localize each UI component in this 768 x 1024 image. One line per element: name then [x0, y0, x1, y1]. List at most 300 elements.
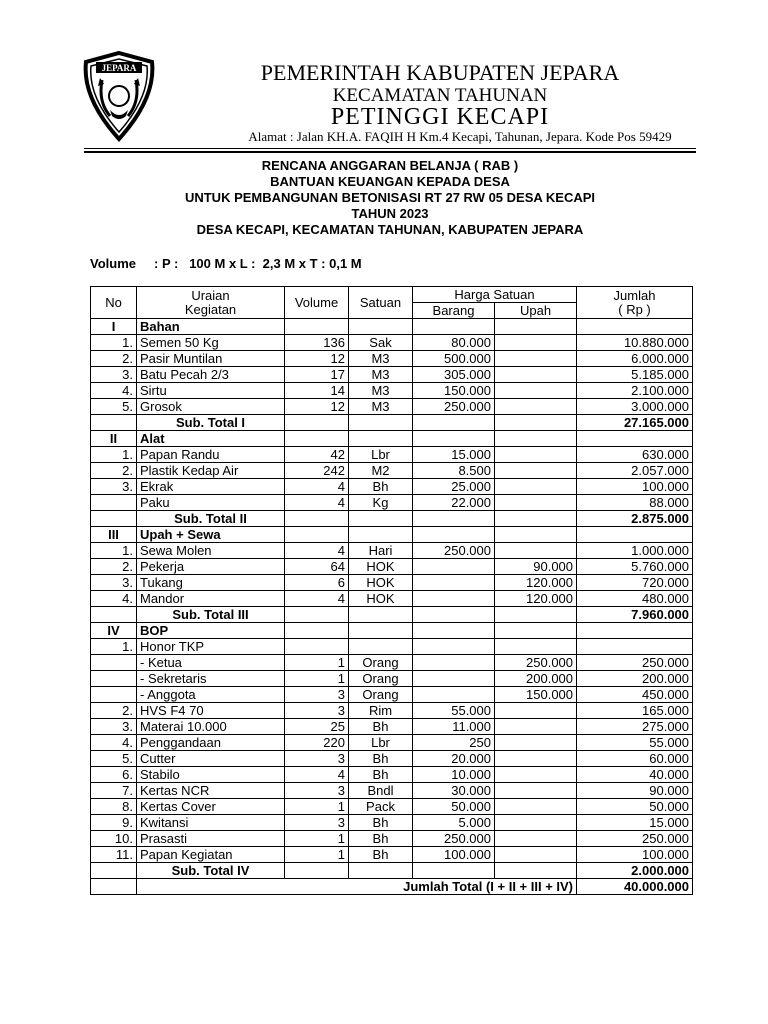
row-price-goods [413, 591, 495, 607]
row-amount: 630.000 [577, 447, 693, 463]
row-description: Penggandaan [137, 735, 285, 751]
row-amount: 10.880.000 [577, 335, 693, 351]
subtotal-row [91, 415, 693, 431]
row-description: Prasasti [137, 831, 285, 847]
row-unit: Bh [349, 751, 413, 767]
row-number: 1. [91, 639, 137, 655]
table-row [91, 543, 693, 559]
row-price-goods: 25.000 [413, 479, 495, 495]
row-number: 3. [91, 367, 137, 383]
row-description: - Anggota [137, 687, 285, 703]
row-price-wage [495, 543, 577, 559]
empty-cell [413, 607, 495, 623]
table-row [91, 831, 693, 847]
row-price-goods: 15.000 [413, 447, 495, 463]
row-number [91, 655, 137, 671]
row-unit: M2 [349, 463, 413, 479]
subtotal-label: Sub. Total II [137, 511, 285, 527]
row-price-goods: 250 [413, 735, 495, 751]
jepara-regency-emblem-icon [80, 50, 158, 142]
row-price-goods [413, 559, 495, 575]
row-price-wage: 250.000 [495, 655, 577, 671]
row-volume: 4 [285, 495, 349, 511]
row-volume: 3 [285, 815, 349, 831]
row-amount: 450.000 [577, 687, 693, 703]
row-amount: 100.000 [577, 847, 693, 863]
table-row [91, 479, 693, 495]
empty-cell [577, 527, 693, 543]
row-price-goods: 305.000 [413, 367, 495, 383]
row-unit [349, 639, 413, 655]
empty-cell [495, 863, 577, 879]
row-price-goods: 30.000 [413, 783, 495, 799]
empty-cell [495, 415, 577, 431]
empty-cell [285, 431, 349, 447]
empty-cell [91, 879, 137, 895]
table-row [91, 783, 693, 799]
empty-cell [349, 431, 413, 447]
row-price-wage [495, 831, 577, 847]
empty-cell [413, 415, 495, 431]
table-row [91, 815, 693, 831]
subtotal-label: Sub. Total I [137, 415, 285, 431]
section-number: II [91, 431, 137, 447]
row-description: Tukang [137, 575, 285, 591]
row-unit: Bh [349, 831, 413, 847]
row-description: Cutter [137, 751, 285, 767]
row-description: Grosok [137, 399, 285, 415]
row-unit: Lbr [349, 735, 413, 751]
document-titles [84, 158, 696, 238]
empty-cell [349, 415, 413, 431]
row-volume: 3 [285, 783, 349, 799]
row-description: Mandor [137, 591, 285, 607]
row-amount: 55.000 [577, 735, 693, 751]
row-volume: 12 [285, 399, 349, 415]
empty-cell [349, 319, 413, 335]
row-number: 11. [91, 847, 137, 863]
row-number: 5. [91, 399, 137, 415]
row-unit: Kg [349, 495, 413, 511]
row-price-wage [495, 751, 577, 767]
row-price-wage [495, 383, 577, 399]
subtotal-label: Sub. Total III [137, 607, 285, 623]
row-price-goods: 150.000 [413, 383, 495, 399]
row-description: Pasir Muntilan [137, 351, 285, 367]
row-number: 2. [91, 559, 137, 575]
empty-cell [285, 607, 349, 623]
row-volume [285, 639, 349, 655]
row-price-goods: 250.000 [413, 543, 495, 559]
row-price-wage [495, 367, 577, 383]
row-number: 9. [91, 815, 137, 831]
empty-cell [413, 863, 495, 879]
row-description: Stabilo [137, 767, 285, 783]
row-description: Paku [137, 495, 285, 511]
row-price-goods [413, 671, 495, 687]
row-price-wage [495, 639, 577, 655]
row-description: Pekerja [137, 559, 285, 575]
section-row [91, 527, 693, 543]
table-row [91, 335, 693, 351]
table-body [91, 319, 693, 895]
row-volume: 4 [285, 767, 349, 783]
empty-cell [495, 623, 577, 639]
empty-cell [91, 511, 137, 527]
empty-cell [495, 319, 577, 335]
row-volume: 4 [285, 543, 349, 559]
row-price-goods: 250.000 [413, 831, 495, 847]
empty-cell [577, 319, 693, 335]
empty-cell [413, 527, 495, 543]
section-row [91, 319, 693, 335]
row-number: 1. [91, 447, 137, 463]
row-unit: Bh [349, 847, 413, 863]
office-address: Alamat : Jalan KH.A. FAQIH H Km.4 Kecapi, Tahunan, Jepara. Kode Pos 59429 [248, 129, 672, 144]
row-volume: 1 [285, 799, 349, 815]
row-description: Kertas NCR [137, 783, 285, 799]
empty-cell [349, 623, 413, 639]
row-number: 10. [91, 831, 137, 847]
subtotal-amount: 2.000.000 [577, 863, 693, 879]
row-amount: 50.000 [577, 799, 693, 815]
row-description: - Sekretaris [137, 671, 285, 687]
government-name: PEMERINTAH KABUPATEN JEPARA [260, 60, 620, 85]
section-title: Upah + Sewa [137, 527, 285, 543]
row-number: 4. [91, 383, 137, 399]
subtotal-row [91, 607, 693, 623]
row-unit: M3 [349, 383, 413, 399]
row-amount: 15.000 [577, 815, 693, 831]
row-amount: 40.000 [577, 767, 693, 783]
header-uraian-line1: Uraian [191, 287, 230, 303]
row-unit: Rim [349, 703, 413, 719]
volume-spec: Volume : P : 100 M x L : 2,3 M x T : 0,1 M [90, 256, 362, 271]
subtotal-amount: 7.960.000 [577, 607, 693, 623]
row-unit: Orang [349, 687, 413, 703]
row-unit: Bh [349, 815, 413, 831]
grand-total-label: Jumlah Total (I + II + III + IV) [137, 879, 577, 895]
row-price-wage [495, 783, 577, 799]
section-row [91, 623, 693, 639]
table-row [91, 655, 693, 671]
row-price-goods: 5.000 [413, 815, 495, 831]
row-number: 1. [91, 543, 137, 559]
table-row [91, 351, 693, 367]
row-description: Sirtu [137, 383, 285, 399]
row-volume: 220 [285, 735, 349, 751]
row-number: 4. [91, 591, 137, 607]
empty-cell [349, 863, 413, 879]
section-number: I [91, 319, 137, 335]
table-row [91, 559, 693, 575]
row-price-wage [495, 479, 577, 495]
row-number [91, 495, 137, 511]
row-volume: 1 [285, 831, 349, 847]
row-price-goods [413, 575, 495, 591]
row-description: Papan Kegiatan [137, 847, 285, 863]
empty-cell [495, 431, 577, 447]
row-unit: M3 [349, 399, 413, 415]
row-description: Sewa Molen [137, 543, 285, 559]
row-volume: 4 [285, 591, 349, 607]
row-price-goods: 55.000 [413, 703, 495, 719]
row-amount: 6.000.000 [577, 351, 693, 367]
row-number: 5. [91, 751, 137, 767]
section-title: Alat [137, 431, 285, 447]
row-price-wage: 200.000 [495, 671, 577, 687]
row-number: 4. [91, 735, 137, 751]
row-price-wage: 90.000 [495, 559, 577, 575]
empty-cell [495, 607, 577, 623]
row-amount: 90.000 [577, 783, 693, 799]
row-price-wage [495, 399, 577, 415]
row-price-goods: 250.000 [413, 399, 495, 415]
header-barang: Barang [413, 303, 495, 319]
row-price-goods: 500.000 [413, 351, 495, 367]
empty-cell [495, 527, 577, 543]
row-price-wage [495, 735, 577, 751]
row-description: Papan Randu [137, 447, 285, 463]
empty-cell [413, 623, 495, 639]
row-amount: 250.000 [577, 655, 693, 671]
row-unit: Pack [349, 799, 413, 815]
row-unit: Orang [349, 671, 413, 687]
row-description: Semen 50 Kg [137, 335, 285, 351]
row-number: 3. [91, 575, 137, 591]
table-row [91, 463, 693, 479]
table-row [91, 719, 693, 735]
table-row [91, 799, 693, 815]
table-row [91, 671, 693, 687]
row-amount: 2.057.000 [577, 463, 693, 479]
row-amount: 1.000.000 [577, 543, 693, 559]
grand-total-amount: 40.000.000 [577, 879, 693, 895]
empty-cell [349, 527, 413, 543]
row-number: 1. [91, 335, 137, 351]
district-name: KECAMATAN TAHUNAN [332, 85, 548, 106]
row-price-goods: 8.500 [413, 463, 495, 479]
header-upah: Upah [495, 303, 577, 319]
row-volume: 136 [285, 335, 349, 351]
document-subtitle: BANTUAN KEUANGAN KEPADA DESA [270, 174, 510, 189]
row-unit: Lbr [349, 447, 413, 463]
row-description: Plastik Kedap Air [137, 463, 285, 479]
row-amount: 200.000 [577, 671, 693, 687]
empty-cell [285, 319, 349, 335]
row-volume: 17 [285, 367, 349, 383]
letterhead [0, 0, 768, 150]
empty-cell [285, 415, 349, 431]
row-price-goods [413, 687, 495, 703]
row-number: 2. [91, 463, 137, 479]
empty-cell [91, 863, 137, 879]
row-volume: 6 [285, 575, 349, 591]
subtotal-row [91, 511, 693, 527]
row-price-wage [495, 799, 577, 815]
document-year: TAHUN 2023 [351, 206, 429, 221]
budget-table [90, 286, 693, 895]
row-price-goods: 50.000 [413, 799, 495, 815]
row-volume: 42 [285, 447, 349, 463]
row-price-goods: 10.000 [413, 767, 495, 783]
row-volume: 4 [285, 479, 349, 495]
row-amount: 88.000 [577, 495, 693, 511]
row-price-goods [413, 655, 495, 671]
row-price-goods: 20.000 [413, 751, 495, 767]
row-unit: Bndl [349, 783, 413, 799]
row-description: - Ketua [137, 655, 285, 671]
letterhead-divider [84, 148, 696, 149]
row-price-wage [495, 847, 577, 863]
table-row [91, 703, 693, 719]
row-volume: 1 [285, 671, 349, 687]
row-number: 6. [91, 767, 137, 783]
table-row [91, 687, 693, 703]
row-volume: 12 [285, 351, 349, 367]
row-unit: M3 [349, 367, 413, 383]
letterhead-divider-thick [84, 151, 696, 153]
header-jumlah [577, 287, 693, 319]
section-title: Bahan [137, 319, 285, 335]
village-head-title: PETINGGI KECAPI [330, 104, 550, 130]
row-unit: Sak [349, 335, 413, 351]
section-title: BOP [137, 623, 285, 639]
empty-cell [349, 607, 413, 623]
empty-cell [91, 415, 137, 431]
table-row [91, 575, 693, 591]
row-unit: Orang [349, 655, 413, 671]
header-uraian [137, 287, 285, 319]
row-description: Honor TKP [137, 639, 285, 655]
subtotal-row [91, 863, 693, 879]
header-harga-satuan: Harga Satuan [413, 287, 577, 303]
row-amount: 2.100.000 [577, 383, 693, 399]
row-description: Batu Pecah 2/3 [137, 367, 285, 383]
row-amount: 60.000 [577, 751, 693, 767]
row-price-wage [495, 767, 577, 783]
row-price-wage [495, 495, 577, 511]
empty-cell [495, 511, 577, 527]
row-volume: 25 [285, 719, 349, 735]
table-row [91, 447, 693, 463]
empty-cell [349, 511, 413, 527]
row-volume: 3 [285, 751, 349, 767]
header-uraian-line2: Kegiatan [184, 301, 237, 317]
row-amount: 720.000 [577, 575, 693, 591]
emblem-text: JEPARA [101, 63, 137, 73]
row-price-wage [495, 815, 577, 831]
row-price-wage [495, 719, 577, 735]
row-volume: 3 [285, 703, 349, 719]
header-satuan: Satuan [349, 287, 413, 319]
empty-cell [413, 431, 495, 447]
row-number: 2. [91, 703, 137, 719]
row-description: Kertas Cover [137, 799, 285, 815]
table-header-row [91, 287, 693, 303]
row-description: Ekrak [137, 479, 285, 495]
grand-total-row [91, 879, 693, 895]
row-unit: Hari [349, 543, 413, 559]
table-row [91, 847, 693, 863]
row-amount: 250.000 [577, 831, 693, 847]
table-row [91, 495, 693, 511]
row-number: 8. [91, 799, 137, 815]
row-unit: Bh [349, 479, 413, 495]
row-price-goods: 100.000 [413, 847, 495, 863]
empty-cell [285, 527, 349, 543]
row-number: 2. [91, 351, 137, 367]
row-description: HVS F4 70 [137, 703, 285, 719]
subtotal-label: Sub. Total IV [137, 863, 285, 879]
row-amount: 275.000 [577, 719, 693, 735]
section-number: III [91, 527, 137, 543]
row-volume: 64 [285, 559, 349, 575]
table-row [91, 399, 693, 415]
row-amount: 3.000.000 [577, 399, 693, 415]
row-price-wage [495, 463, 577, 479]
document-title: RENCANA ANGGARAN BELANJA ( RAB ) [261, 158, 519, 173]
row-number [91, 671, 137, 687]
empty-cell [285, 623, 349, 639]
header-no: No [91, 287, 137, 319]
table-row [91, 767, 693, 783]
section-number: IV [91, 623, 137, 639]
header-jumlah-line2: ( Rp ) [618, 301, 651, 317]
table-row [91, 383, 693, 399]
document-purpose: UNTUK PEMBANGUNAN BETONISASI RT 27 RW 05 DESA KECAPI [184, 190, 596, 205]
row-price-goods: 80.000 [413, 335, 495, 351]
table-row [91, 751, 693, 767]
row-unit: HOK [349, 559, 413, 575]
row-number: 3. [91, 719, 137, 735]
row-unit: HOK [349, 591, 413, 607]
row-price-wage: 120.000 [495, 575, 577, 591]
row-amount: 165.000 [577, 703, 693, 719]
header-volume: Volume [285, 287, 349, 319]
table-row [91, 367, 693, 383]
row-amount: 480.000 [577, 591, 693, 607]
row-unit: M3 [349, 351, 413, 367]
row-price-wage [495, 351, 577, 367]
document-location: DESA KECAPI, KECAMATAN TAHUNAN, KABUPATEN JEPARA [196, 222, 584, 237]
row-number: 3. [91, 479, 137, 495]
subtotal-amount: 2.875.000 [577, 511, 693, 527]
row-price-goods [413, 639, 495, 655]
table-row [91, 639, 693, 655]
row-amount: 5.185.000 [577, 367, 693, 383]
empty-cell [577, 623, 693, 639]
subtotal-amount: 27.165.000 [577, 415, 693, 431]
row-description: Kwitansi [137, 815, 285, 831]
row-volume: 3 [285, 687, 349, 703]
row-unit: HOK [349, 575, 413, 591]
row-unit: Bh [349, 719, 413, 735]
empty-cell [577, 431, 693, 447]
empty-cell [413, 511, 495, 527]
empty-cell [91, 607, 137, 623]
row-volume: 242 [285, 463, 349, 479]
row-volume: 1 [285, 847, 349, 863]
row-number: 7. [91, 783, 137, 799]
row-price-wage: 120.000 [495, 591, 577, 607]
empty-cell [413, 319, 495, 335]
header-jumlah-line1: Jumlah [613, 287, 656, 303]
row-price-goods: 22.000 [413, 495, 495, 511]
table-row [91, 735, 693, 751]
row-volume: 1 [285, 655, 349, 671]
row-description: Materai 10.000 [137, 719, 285, 735]
